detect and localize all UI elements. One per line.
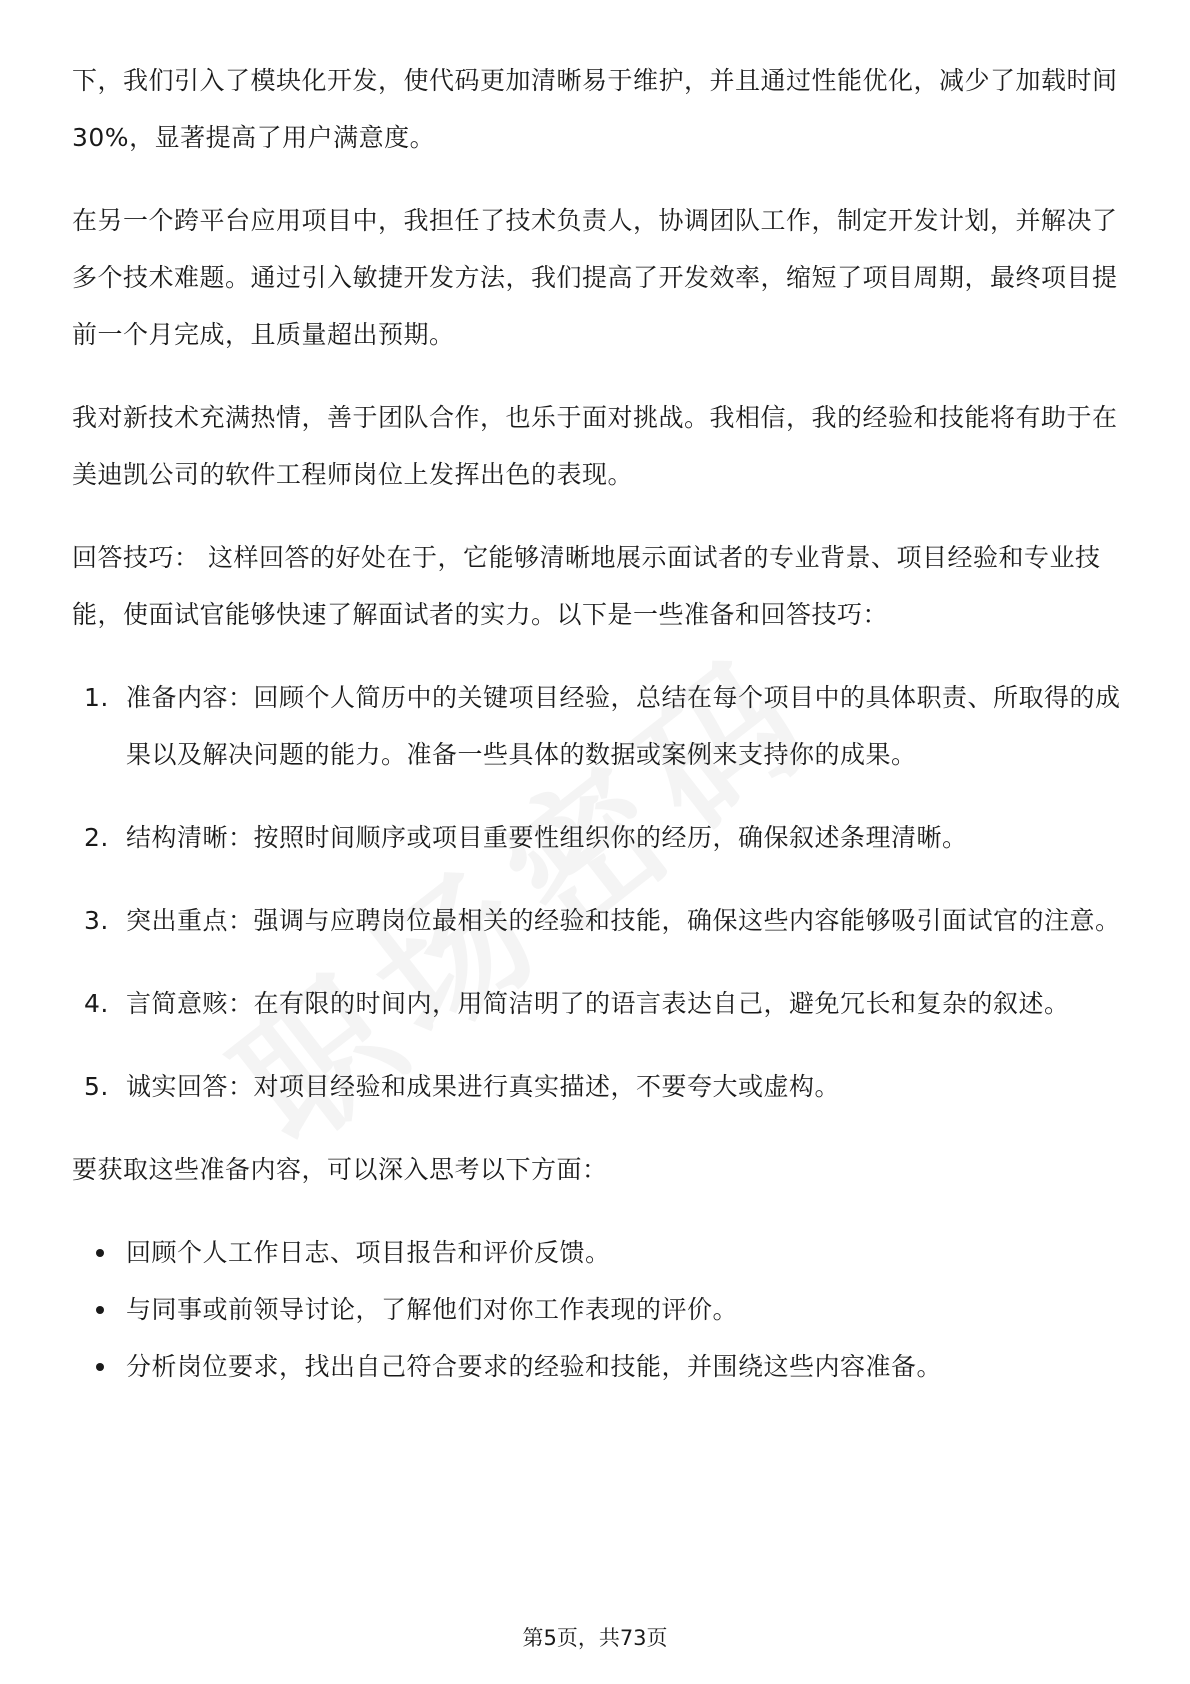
- list-number: 4.: [84, 989, 109, 1018]
- paragraph-2: 在另一个跨平台应用项目中，我担任了技术负责人，协调团队工作，制定开发计划，并解决了多个技术难题。通过引入敏捷开发方法，我们提高了开发效率，缩短了项目周期，最终项目提前一个月完成，且质量超出预期。: [72, 206, 1118, 349]
- bullet-item-text: 与同事或前领导讨论，了解他们对你工作表现的评价。: [126, 1295, 739, 1324]
- bullet-dot-icon: [96, 1306, 104, 1314]
- paragraph-5: 要获取这些准备内容，可以深入思考以下方面：: [72, 1155, 608, 1184]
- paragraph-1: 下，我们引入了模块化开发，使代码更加清晰易于维护，并且通过性能优化，减少了加载时间30%，显著提高了用户满意度。: [72, 66, 1118, 152]
- list-item: [72, 1058, 1132, 1115]
- list-item: [72, 975, 1132, 1032]
- list-item-text: 诚实回答：对项目经验和成果进行真实描述，不要夸大或虚构。: [126, 1072, 841, 1101]
- bullet-item-text: 回顾个人工作日志、项目报告和评价反馈。: [126, 1238, 611, 1267]
- bullet-dot-icon: [96, 1249, 104, 1257]
- list-item: [72, 809, 1132, 866]
- page-footer: 第5页，共73页: [522, 1626, 668, 1650]
- list-item-text: 准备内容：回顾个人简历中的关键项目经验，总结在每个项目中的具体职责、所取得的成果以及解决问题的能力。准备一些具体的数据或案例来支持你的成果。: [126, 683, 1121, 769]
- list-item-text: 突出重点：强调与应聘岗位最相关的经验和技能，确保这些内容能够吸引面试官的注意。: [126, 906, 1121, 935]
- list-number: 2.: [84, 823, 109, 852]
- document-body: [72, 52, 1132, 1395]
- bullet-item-text: 分析岗位要求，找出自己符合要求的经验和技能，并围绕这些内容准备。: [126, 1352, 943, 1381]
- list-item-text: 言简意赅：在有限的时间内，用简洁明了的语言表达自己，避免冗长和复杂的叙述。: [126, 989, 1070, 1018]
- bullet-item: [72, 1338, 1132, 1395]
- bullet-item: [72, 1281, 1132, 1338]
- list-item-text: 结构清晰：按照时间顺序或项目重要性组织你的经历，确保叙述条理清晰。: [126, 823, 968, 852]
- list-number: 3.: [84, 906, 109, 935]
- list-number: 5.: [84, 1072, 109, 1101]
- bullet-dot-icon: [96, 1363, 104, 1371]
- list-number: 1.: [84, 683, 109, 712]
- bullet-item: [72, 1224, 1132, 1281]
- bullet-list: [72, 1224, 1132, 1395]
- list-item: [72, 892, 1132, 949]
- paragraph-answer-tips: 回答技巧： 这样回答的好处在于，它能够清晰地展示面试者的专业背景、项目经验和专业技能，使面试官能够快速了解面试者的实力。以下是一些准备和回答技巧：: [72, 543, 1101, 629]
- tips-list: [72, 669, 1132, 1115]
- paragraph-3: 我对新技术充满热情，善于团队合作，也乐于面对挑战。我相信，我的经验和技能将有助于在美迪凯公司的软件工程师岗位上发挥出色的表现。: [72, 403, 1118, 489]
- list-item: [72, 669, 1132, 783]
